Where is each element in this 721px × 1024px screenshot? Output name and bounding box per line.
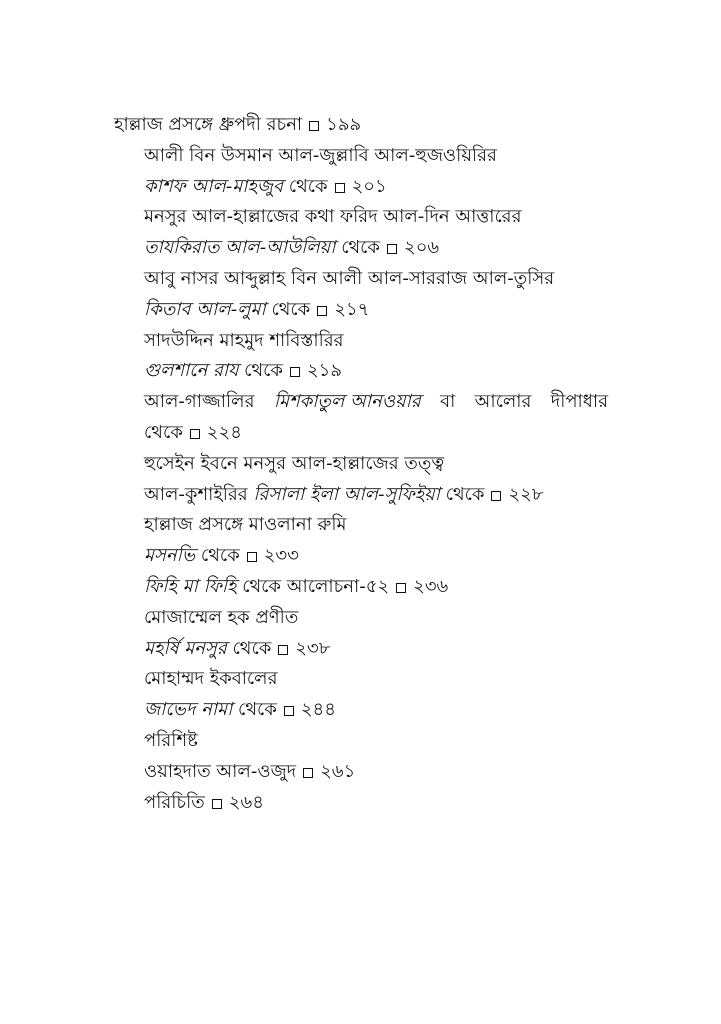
toc-page-number: ২৩৮	[295, 637, 331, 659]
toc-author-line	[0, 264, 721, 295]
toc-author-line	[0, 202, 721, 233]
toc-author-line	[0, 603, 721, 634]
toc-entry-prefix: আল-গাজ্জালির	[144, 391, 255, 413]
toc-entry	[0, 695, 721, 726]
toc-author-line	[0, 326, 721, 357]
toc-entry-suffix: থেকে	[265, 298, 311, 320]
toc-entry-suffix: থেকে	[335, 237, 381, 259]
toc-entry-text: পরিশিষ্ট	[144, 729, 198, 751]
toc-entry-suffix: থেকে	[232, 699, 277, 721]
toc-book-title: রিসালা ইলা আল-সুফিইয়া	[253, 483, 440, 505]
toc-page-number: ২২৪	[206, 421, 242, 443]
toc-entry	[0, 172, 721, 203]
toc-entry-text: সাদউদ্দিন মাহমুদ শাবিস্তারির	[144, 329, 344, 351]
square-bullet-icon	[278, 645, 288, 655]
toc-entry	[0, 634, 721, 665]
square-bullet-icon	[290, 367, 300, 377]
toc-entry	[0, 356, 721, 387]
toc-entry	[0, 541, 721, 572]
toc-entry-word: দীপাধার	[550, 391, 608, 413]
toc-author-line	[0, 664, 721, 695]
toc-entry-justified	[0, 387, 608, 418]
toc-entry-suffix: থেকে	[226, 637, 272, 659]
toc-page-number: ২৬৪	[228, 791, 264, 813]
toc-page-number: ২৩৩	[263, 545, 299, 567]
toc-entry	[0, 788, 721, 819]
toc-page-number: ২০৬	[404, 237, 440, 259]
toc-entry	[0, 480, 721, 511]
toc-entry	[0, 295, 721, 326]
toc-entry-text: হুসেইন ইবনে মনসুর আল-হাল্লাজের তত্ত্ব	[144, 452, 445, 474]
square-bullet-icon	[317, 306, 327, 316]
toc-entry-text: থেকে	[144, 421, 183, 443]
toc-book-title: তাযকিরাত আল-আউলিয়া	[144, 237, 336, 259]
toc-entry-text: আলী বিন উসমান আল-জুল্লাবি আল-হুজওয়িরির	[144, 144, 497, 166]
toc-entry-continued	[0, 418, 721, 449]
square-bullet-icon	[335, 183, 345, 193]
toc-entry-word: আলোর	[474, 391, 532, 413]
toc-book-title: মিশকাতুল আনওয়ার	[273, 391, 421, 413]
toc-entry-text: হাল্লাজ প্রসঙ্গে মাওলানা রুমি	[144, 514, 347, 536]
toc-entry-text: মোহাম্মদ ইকবালের	[144, 668, 278, 690]
toc-entry-suffix: থেকে	[195, 545, 240, 567]
toc-book-title: গুলশানে রায	[144, 360, 239, 382]
square-bullet-icon	[190, 429, 200, 439]
toc-subheading	[0, 726, 721, 757]
toc-book-title: জাভেদ নামা	[144, 699, 233, 721]
toc-page-number: ২২৮	[508, 483, 544, 505]
toc-entry-text: ওয়াহদাত আল-ওজুদ	[144, 760, 297, 782]
square-bullet-icon	[303, 768, 313, 778]
square-bullet-icon	[247, 552, 257, 562]
toc-book-title: কাশফ আল-মাহজুব	[144, 175, 284, 197]
toc-entry-prefix: আল-কুশাইরির	[144, 483, 254, 505]
toc-page-number: ২০১	[351, 175, 387, 197]
toc-book-title: ফিহি মা ফিহি	[144, 575, 237, 597]
toc-page-number: ২১৯	[306, 360, 343, 382]
table-of-contents	[0, 110, 721, 818]
square-bullet-icon	[491, 491, 501, 501]
toc-entry	[0, 233, 721, 264]
square-bullet-icon	[284, 706, 294, 716]
toc-page-number: ২৪৪	[300, 699, 336, 721]
toc-entry-text: পরিচিতি	[144, 791, 205, 813]
toc-entry-text: মোজাম্মেল হক প্রণীত	[144, 606, 299, 628]
toc-page-number: ২১৭	[334, 298, 370, 320]
toc-entry-suffix: থেকে আলোচনা-৫২	[236, 575, 390, 597]
toc-page-number: ২৬১	[320, 760, 356, 782]
toc-entry-suffix: থেকে	[439, 483, 485, 505]
toc-author-line	[0, 449, 721, 480]
toc-page-number: ১৯৯	[326, 114, 362, 135]
toc-book-title: মহর্ষি মনসুর	[144, 637, 227, 659]
toc-entry-text: হাল্লাজ প্রসঙ্গে ধ্রুপদী রচনা	[114, 114, 303, 135]
toc-entry-text: আবু নাসর আব্দুল্লাহ বিন আলী আল-সাররাজ আল-তুসির	[144, 267, 555, 289]
toc-section-heading	[0, 110, 721, 141]
square-bullet-icon	[387, 244, 397, 254]
toc-entry-text: মনসুর আল-হাল্লাজের কথা ফরিদ আল-দিন আত্তারের	[144, 206, 522, 228]
toc-author-line	[0, 510, 721, 541]
toc-entry-suffix: থেকে	[283, 175, 328, 197]
toc-entry	[0, 572, 721, 603]
toc-entry-word: বা	[440, 391, 456, 413]
toc-book-title: কিতাব আল-লুমা	[144, 298, 266, 320]
square-bullet-icon	[396, 583, 406, 593]
square-bullet-icon	[309, 121, 319, 131]
square-bullet-icon	[212, 799, 222, 809]
toc-book-title: মসনভি	[144, 545, 196, 567]
toc-page-number: ২৩৬	[413, 575, 449, 597]
toc-entry-suffix: থেকে	[238, 360, 283, 382]
toc-author-line	[0, 141, 721, 172]
toc-entry	[0, 757, 721, 788]
